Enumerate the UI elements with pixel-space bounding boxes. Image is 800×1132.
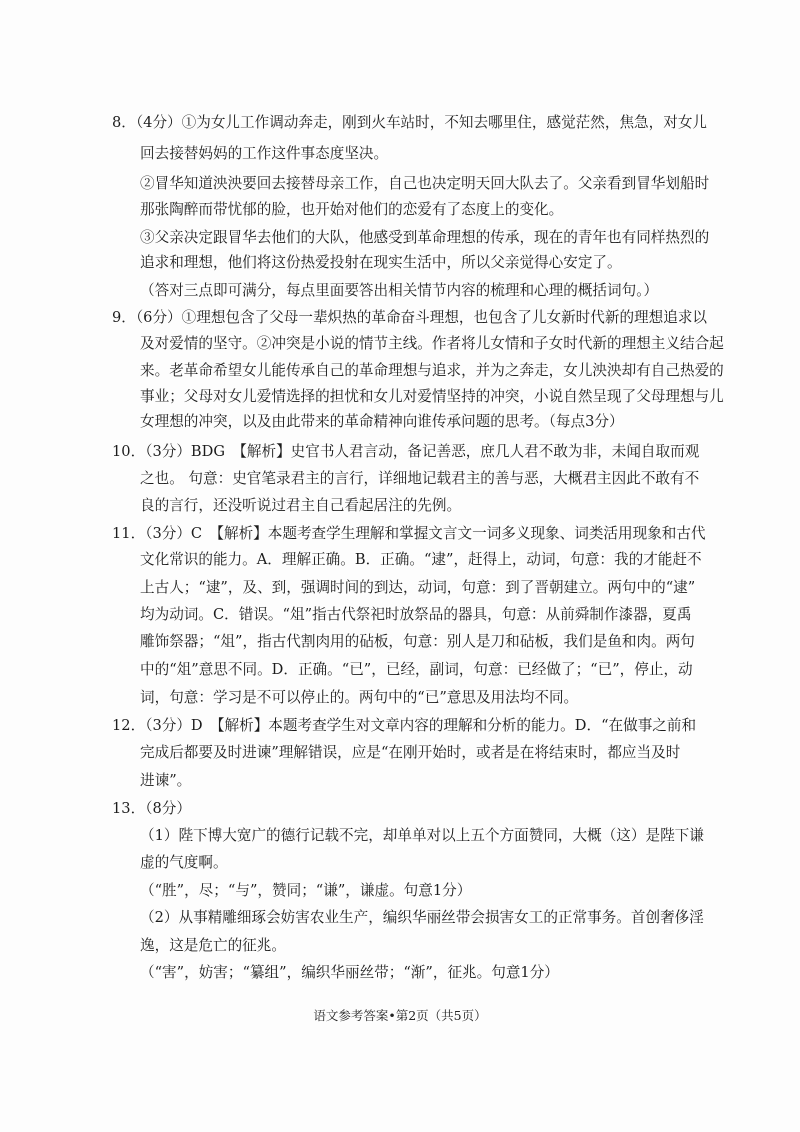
q8-line-6: 追求和理想，他们将这份热爱投射在现实生活中，所以父亲觉得心安定了。 xyxy=(140,254,622,271)
q11-line-1: 11．（3分）C 【解析】本题考查学生理解和掌握文言文一词多义现象、词类活用现象和古代 xyxy=(112,525,706,542)
q11-line-5: 雕饰祭器；“俎”，指古代割肉用的砧板，句意：别人是刀和砧板，我们是鱼和肉。两句 xyxy=(140,633,695,650)
q10-line-3: 良的言行，还没听说过君主自己看起居注的先例。 xyxy=(140,497,462,514)
q13-line-2: （1）陛下博大宽广的德行记载不完，却单单对以上五个方面赞同，大概（这）是陛下谦 xyxy=(140,827,704,844)
q13-line-1: 13．（8分） xyxy=(112,800,191,817)
q13-line-5: （2）从事精雕细琢会妨害农业生产，编织华丽丝带会损害女工的正常事务。首创奢侈淫 xyxy=(140,909,704,926)
q8-line-4: 那张陶醉而带忧郁的脸，也开始对他们的恋爱有了态度上的变化。 xyxy=(140,201,564,218)
q13-line-6: 逸，这是危亡的征兆。 xyxy=(140,937,286,954)
q11-line-2: 文化常识的能力。A．理解正确。B．正确。“逮”，赶得上，动词，句意：我的才能赶不 xyxy=(140,551,702,568)
q11-line-4: 均为动词。C．错误。“俎”指古代祭祀时放祭品的器具，句意：从前舜制作漆器，夏禹 xyxy=(140,606,692,623)
q8-line-7: （答对三点即可满分，每点里面要答出相关情节内容的梳理和心理的概括词句。） xyxy=(140,282,659,299)
q12-line-1: 12．（3分）D 【解析】本题考查学生对文章内容的理解和分析的能力。D．“在做事之前和 xyxy=(112,717,697,734)
q10-line-2: 之也。 句意：史官笔录君主的言行，详细地记载君主的善与恶，大概君主因此不敢有不 xyxy=(140,470,700,487)
q8-line-5: ③父亲决定跟冒华去他们的大队，他感受到革命理想的传承，现在的青年也有同样热烈的 xyxy=(140,229,710,246)
q9-line-2: 及对爱情的坚守。②冲突是小说的情节主线。作者将儿女情和子女时代新的理想主义结合起 xyxy=(140,335,724,352)
q8-line-2: 回去接替妈妈的工作这件事态度坚决。 xyxy=(140,145,389,162)
q8-line-1: 8．（4分）①为女儿工作调动奔走，刚到火车站时，不知去哪里住，感觉茫然，焦急，对女儿 xyxy=(112,114,708,131)
q12-line-2: 完成后都要及时进谏”理解错误，应是“在刚开始时，或者是在将结束时，都应当及时 xyxy=(140,744,681,761)
q8-line-3: ②冒华知道泱泱要回去接替母亲工作，自己也决定明天回大队去了。父亲看到冒华划船时 xyxy=(140,175,710,192)
q13-line-7: （“害”，妨害；“纂组”，编织华丽丝带；“渐”，征兆。句意1分） xyxy=(140,964,559,981)
q12-line-3: 进谏”。 xyxy=(140,772,192,789)
q13-line-3: 虚的气度啊。 xyxy=(140,854,228,871)
q11-line-3: 上古人；“逮”，及、到，强调时间的到达，动词，句意：到了晋朝建立。两句中的“逮” xyxy=(140,579,696,596)
q10-line-1: 10．（3分）BDG 【解析】史官书人君言动，备记善恶，庶几人君不敢为非，未闻自取而观 xyxy=(112,443,700,460)
q13-line-4: （“胜”，尽；“与”，赞同；“谦”，谦虚。句意1分） xyxy=(140,882,472,899)
q11-line-6: 中的“俎”意思不同。D．正确。“已”，已经，副词，句意：已经做了；“已”，停止，动 xyxy=(140,661,693,678)
q9-line-4: 事业；父母对女儿爱情选择的担忧和女儿对爱情坚持的冲突，小说自然呈现了父母理想与儿 xyxy=(140,388,724,405)
q9-line-1: 9．（6分）①理想包含了父母一辈炽热的革命奋斗理想，也包含了儿女新时代新的理想追求以 xyxy=(112,309,708,326)
q11-line-7: 词，句意：学习是不可以停止的。两句中的“已”意思及用法均不同。 xyxy=(140,689,579,706)
q9-line-3: 来。老革命希望女儿能传承自己的革命理想与追求，并为之奔走，女儿泱泱却有自己热爱的 xyxy=(140,362,724,379)
page-footer: 语文参考答案•第2页（共5页） xyxy=(313,1008,487,1023)
q9-line-5: 女理想的冲突，以及由此带来的革命精神向谁传承问题的思考。（每点3分） xyxy=(140,413,624,430)
